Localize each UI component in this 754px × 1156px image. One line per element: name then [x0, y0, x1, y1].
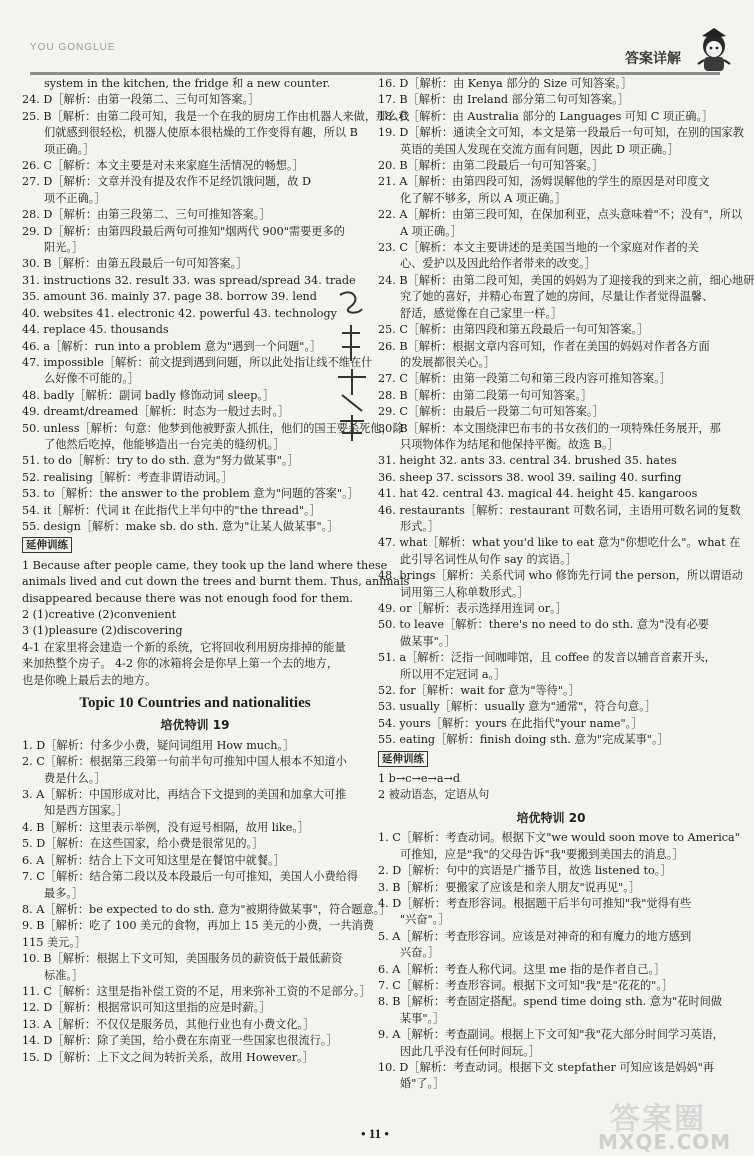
text-line: 49. dreamt/dreamed［解析：时态为一般过去时。］: [22, 405, 290, 419]
text-line: 27. C［解析：由第一段第二句和第三段内容可推知答案。］: [378, 372, 671, 386]
page-number: • 11 •: [361, 1126, 389, 1141]
header-rule: [30, 72, 720, 75]
watermark-url: MXQE.COM: [598, 1130, 732, 1154]
text-line: 英语的美国人发现在交流方面有问题，因此 D 项正确。］: [400, 142, 679, 156]
text-line: 29. D［解析：由第四段最后两句可推知"烟两代 900"需要更多的: [22, 224, 345, 238]
text-line: 3 (1)pleasure (2)discovering: [22, 624, 183, 638]
text-line: system in the kitchen, the fridge 和 a new counter.: [44, 77, 331, 90]
text-line: 24. B［解析：由第二段可知，美国的妈妈为了迎接我的到来之前，细心地研: [378, 273, 754, 287]
section-label: 延伸训练: [378, 751, 428, 767]
watermark-logo: 答案圈: [610, 1102, 706, 1137]
text-line: 2 被动语态，定语从句: [378, 788, 490, 802]
page-header: [30, 10, 720, 80]
text-line: 28. D［解析：由第三段第二、三句可推知答案。］: [22, 208, 271, 222]
text-line: 115 美元。］: [22, 935, 87, 949]
text-line: 28. B［解析：由第二段第一句可知答案。］: [378, 388, 593, 402]
text-line: 46. a［解析：run into a problem 意为"遇到一个问题"。］: [22, 339, 322, 353]
text-line: 31. height 32. ants 33. central 34. brushed 35. hates: [378, 454, 677, 468]
text-line: 婚"了。］: [400, 1077, 445, 1091]
text-line: 44. replace 45. thousands: [22, 323, 169, 337]
text-line: 1 b→c→e→a→d: [378, 772, 461, 786]
text-line: 此引导名词性从句作 say 的宾语。］: [400, 552, 577, 566]
text-line: 化了解不够多，所以 A 项正确。］: [400, 191, 567, 205]
text-line: "兴奋"。］: [400, 913, 450, 927]
section-title-19: 培优特训 19: [160, 718, 230, 733]
right-column: [378, 76, 754, 1093]
text-line: 48. brings［解析：关系代词 who 修饰先行词 the person，所以谓语动: [378, 569, 743, 583]
text-line: 25. B［解析：由第二段可知，我是一个在我的厨房工作由机器人来做，那么我: [22, 109, 410, 123]
topic-title: Topic 10 Countries and nationalities: [79, 695, 311, 712]
text-line: 25. C［解析：由第四段和第五段最后一句可知答案。］: [378, 323, 649, 337]
text-line: 5. D［解析：在这些国家，给小费是很常见的。］: [22, 837, 264, 851]
extension-section-2: [378, 751, 724, 767]
text-line: 项不正确。］: [44, 191, 106, 205]
text-line: 做某事"。］: [400, 634, 456, 648]
text-line: 16. D［解析：由 Kenya 部分的 Size 可知答案。］: [378, 77, 633, 90]
text-line: 49. or［解析：表示选择用连词 or。］: [378, 602, 567, 615]
text-line: 4. B［解析：这里表示举例，没有逗号相隔，故用 like。］: [22, 820, 310, 834]
text-line: 52. for［解析：wait for 意为"等待"。］: [378, 684, 580, 698]
text-line: 9. A［解析：考查副词。根据上下文可知"我"花大部分时间学习英语，: [378, 1028, 724, 1042]
header-label: 答案详解: [625, 51, 681, 67]
text-line: 了他然后吃掉，他能够造出一台完美的缝纫机。］: [44, 437, 285, 451]
text-line: 8. A［解析：be expected to do sth. 意为"被期待做某事"，符合题意。］: [22, 902, 391, 916]
text-line: 3. B［解析：要搬家了应该是和亲人朋友"说再见"。］: [378, 880, 641, 894]
text-line: 30. B［解析：由第五段最后一句可知答案。］: [22, 257, 248, 271]
text-line: 31. instructions 32. result 33. was spread/spread 34. trade: [22, 273, 356, 287]
text-line: 48. badly［解析：副词 badly 修饰动词 sleep。］: [22, 388, 275, 402]
text-line: 26. C［解析：本文主要是对未来家庭生活情况的畅想。］: [22, 159, 304, 173]
text-line: 4. D［解析：考查形容词。根据题干后半句可推知"我"觉得有些: [378, 896, 692, 910]
text-line: 23. C［解析：本文主要讲述的是美国当地的一个家庭对作者的关: [378, 241, 699, 255]
text-line: 2. C［解析：根据第三段第一句前半句可推知中国人根本不知道小: [22, 755, 347, 769]
text-line: 1. C［解析：考查动词。根据下文"we would soon move to America": [378, 831, 740, 845]
text-line: 24. D［解析：由第一段第二、三句可知答案。］: [22, 93, 260, 107]
text-line: 50. unless［解析：句意：他梦到他被野蛮人抓住，他们的国王要杀死他，除: [22, 421, 404, 435]
text-line: 知是西方国家。］: [44, 804, 128, 818]
answer-list-19: [22, 738, 391, 1066]
text-line: 47. what［解析：what you'd like to eat 意为"你想吃什么"。what 在: [378, 536, 741, 550]
text-line: 费是什么。］: [44, 771, 106, 785]
text-line: 20. B［解析：由第二段最后一句可知答案。］: [378, 159, 604, 173]
text-line: 54. it［解析：代词 it 在此指代上半句中的"the thread"。］: [22, 503, 321, 517]
text-line: 40. websites 41. electronic 42. powerful 43. technology: [22, 306, 337, 320]
text-line: 项正确。］: [44, 142, 95, 156]
text-line: 10. B［解析：根据上下文可知，美国服务员的薪资低于最低薪资: [22, 952, 343, 966]
answer-list-20: [378, 830, 740, 1093]
text-line: 舒适，感觉像在自己家里一样。］: [400, 306, 563, 320]
text-line: 53. usually［解析：usually 意为"通常"，符合句意。］: [378, 700, 657, 714]
text-line: 某事"。］: [400, 1011, 445, 1025]
text-line: 来加热整个房子。 4-2 你的冰箱将会是你早上第一个去的地方，: [22, 657, 339, 671]
text-line: 所以用不定冠词 a。］: [400, 667, 506, 681]
text-line: 因此几乎没有任何时间玩。］: [400, 1044, 540, 1058]
text-line: 50. to leave［解析：there's no need to do sth. 意为"没有必要: [378, 618, 710, 632]
text-line: 52. realising［解析：考查非谓语动词。］: [22, 470, 233, 484]
text-line: 46. restaurants［解析：restaurant 可数名词，主语用可数名词的复数: [378, 503, 741, 517]
text-line: 54. yours［解析：yours 在此指代"your name"。］: [378, 716, 643, 730]
text-line: 9. B［解析：吃了 100 美元的食物，再加上 15 美元的小费，一共消费: [22, 919, 374, 933]
text-line: 么好像不可能的。］: [44, 372, 140, 386]
text-line: 53. to［解析：the answer to the problem 意为"问题的答案"。］: [22, 487, 359, 501]
text-line: 也是你晚上最后去的地方。: [22, 673, 157, 687]
extension-answers-2: [378, 771, 724, 804]
text-line: 2. D［解析：句中的宾语是广播节目，故选 listened to。］: [378, 864, 672, 878]
text-line: 10. D［解析：考查动词。根据下文 stepfather 可知应该是妈妈"再: [378, 1060, 715, 1074]
text-line: disappeared because there was not enough food for them.: [22, 591, 353, 605]
text-line: 兴奋。］: [400, 946, 440, 960]
text-line: A 项正确。］: [400, 224, 462, 238]
text-line: 7. C［解析：结合第二段以及本段最后一句可推知，美国人小费给得: [22, 870, 359, 884]
text-line: 19. D［解析：通读全文可知，本文是第一段最后一句可知，在别的国家教: [378, 126, 744, 140]
text-line: 27. D［解析：文章并没有提及农作不足经饥饿问题，故 D: [22, 175, 311, 189]
text-line: 22. A［解析：由第三段可知，在保加利亚，点头意味着"不；没有"，所以: [378, 208, 743, 222]
text-line: 26. B［解析：根据文章内容可知，作者在美国的妈妈对作者各方面: [378, 339, 710, 353]
text-line: 可推知，应是"我"的父母告诉"我"要搬到美国去的消息。］: [400, 847, 684, 861]
text-line: 心、爱护以及因此给作者带来的改变。］: [400, 257, 596, 271]
section-title-20: 培优特训 20: [516, 810, 586, 825]
text-line: 们就感到很轻松，机器人使原本很枯燥的工作变得有趣，所以 B: [44, 126, 358, 140]
answer-list-left: [22, 76, 410, 535]
text-line: 36. sheep 37. scissors 38. wool 39. sailing 40. surfing: [378, 470, 682, 484]
text-line: animals lived and cut down the trees and burnt them. Thus, animals: [22, 575, 410, 589]
text-line: 标准。］: [44, 968, 84, 982]
text-line: 5. A［解析：考查形容词。应该是对神奇的和有魔力的地方感到: [378, 929, 692, 943]
text-line: 12. D［解析：根据常识可知这里指的应是时薪。］: [22, 1001, 271, 1015]
text-line: 13. A［解析：不仅仅是服务员，其他行业也有小费文化。］: [22, 1017, 315, 1031]
text-line: 47. impossible［解析：前文提到遇到问题，所以此处指让线不维在什: [22, 355, 373, 369]
answer-list-right: [378, 76, 754, 749]
text-line: 只项物体作为结尾和他保持平衡。故选 B。］: [400, 437, 619, 451]
text-line: 形式。］: [400, 519, 440, 533]
text-line: 6. A［解析：考查人称代词。这里 me 指的是作者自己。］: [378, 962, 666, 976]
extension-section-1: [22, 537, 368, 553]
brand-text: YOU GONGLUE: [30, 42, 116, 53]
text-line: 11. C［解析：这里是指补偿工资的不足，用来弥补工资的不足部分。］: [22, 984, 371, 998]
section-label: 延伸训练: [22, 537, 72, 553]
text-line: 6. A［解析：结合上下文可知这里是在餐馆中就餐。］: [22, 853, 285, 867]
text-line: 1. D［解析：付多少小费，疑问词组用 How much。］: [22, 738, 295, 752]
mascot-icon: [694, 24, 734, 74]
text-line: 35. amount 36. mainly 37. page 38. borrow 39. lend: [22, 290, 317, 304]
text-line: 17. B［解析：由 Ireland 部分第二句可知答案。］: [378, 93, 630, 107]
text-line: 究了她的喜好，并精心布置了她的房间，尽量让作者觉得温馨、: [400, 290, 714, 304]
text-line: 1 Because after people came, they took up the land where these: [22, 558, 388, 572]
text-line: 3. A［解析：中国形成对比，再结合下文提到的美国和加拿大可推: [22, 788, 347, 802]
text-line: 8. B［解析：考查固定搭配。spend time doing sth. 意为"花时间做: [378, 995, 723, 1009]
text-line: 15. D［解析：上下文之间为转折关系，故用 However。］: [22, 1050, 314, 1064]
handwriting-scribble: [332, 285, 372, 445]
text-line: 51. to do［解析：try to do sth. 意为"努力做某事"。］: [22, 454, 299, 468]
text-line: 14. D［解析：除了美国，给小费在东南亚一些国家也很流行。］: [22, 1034, 338, 1048]
text-line: 阳光。］: [44, 241, 84, 255]
text-line: 21. A［解析：由第四段可知，汤姆误解他的学生的原因是对印度文: [378, 175, 710, 189]
text-line: 词用第三人称单数形式。］: [400, 585, 529, 599]
text-line: 29. C［解析：由最后一段第二句可知答案。］: [378, 405, 604, 419]
text-line: 18. C［解析：由 Australia 部分的 Languages 可知 C 项正确。］: [378, 109, 714, 123]
left-column: [22, 76, 410, 1066]
text-line: 最多。］: [44, 886, 84, 900]
text-line: 51. a［解析：泛指一间咖啡馆，且 coffee 的发音以辅音音素开头，: [378, 651, 716, 665]
extension-answers-1: [22, 558, 410, 689]
text-line: 7. C［解析：考查形容词。根据下文可知"我"是"花花的"。］: [378, 978, 674, 992]
text-line: 55. design［解析：make sb. do sth. 意为"让某人做某事"。］: [22, 519, 339, 533]
text-line: 41. hat 42. central 43. magical 44. height 45. kangaroos: [378, 487, 698, 501]
text-line: 55. eating［解析：finish doing sth. 意为"完成某事"。］: [378, 733, 669, 747]
text-line: 2 (1)creative (2)convenient: [22, 608, 177, 621]
text-line: 4-1 在家里将会建造一个新的系统，它将回收利用厨房排掉的能量: [22, 640, 346, 654]
text-line: 30. B［解析：本文围绕津巴布韦的书女孩们的一项特殊任务展开，那: [378, 421, 721, 435]
text-line: 的发展都很关心。］: [400, 355, 496, 369]
